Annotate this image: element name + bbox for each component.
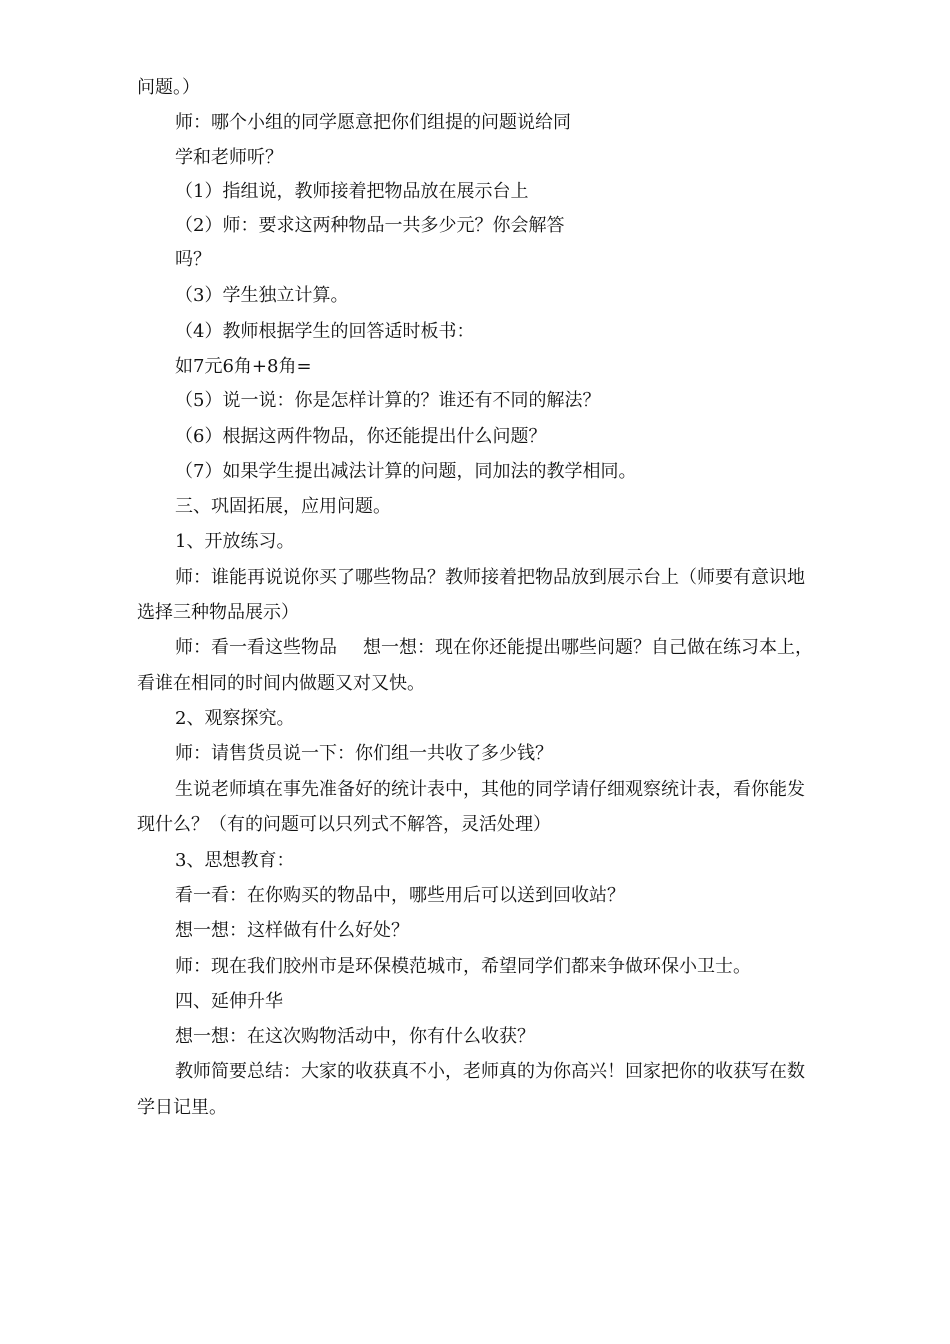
text-segment: 想一想：现在你还能提出哪些问题？自己做在练习本上， [363, 637, 813, 658]
text-line: （3）学生独立计算。 [175, 285, 349, 306]
text-line: （4）教师根据学生的回答适时板书： [175, 321, 475, 342]
text-line: 想一想：这样做有什么好处？ [175, 920, 409, 941]
text-line: 问题。） [137, 77, 200, 98]
text-line: 学和老师听？ [175, 147, 283, 168]
text-line: 教师简要总结：大家的收获真不小，老师真的为你高兴！回家把你的收获写在数 [175, 1061, 805, 1082]
section-heading: 三、巩固拓展，应用问题。 [175, 496, 391, 517]
text-line: 看谁在相同的时间内做题又对又快。 [137, 673, 425, 694]
text-line: 师：哪个小组的同学愿意把你们组提的问题说给同 [175, 112, 571, 133]
text-line [175, 636, 813, 660]
text-line: 如7元6角+8角= [175, 356, 312, 377]
text-line: 师：请售货员说一下：你们组一共收了多少钱？ [175, 743, 553, 764]
subsection-heading: 3、思想教育： [175, 850, 295, 871]
text-line: 师：现在我们胶州市是环保模范城市，希望同学们都来争做环保小卫士。 [175, 956, 751, 977]
text-line: （5）说一说：你是怎样计算的？谁还有不同的解法？ [175, 390, 601, 411]
text-line: 师：谁能再说说你买了哪些物品？教师接着把物品放到展示台上（师要有意识地 [175, 567, 805, 588]
text-line: 学日记里。 [137, 1097, 227, 1118]
subsection-heading: 2、观察探究。 [175, 708, 295, 729]
section-heading: 四、延伸升华 [175, 991, 283, 1012]
text-line: （7）如果学生提出减法计算的问题，同加法的教学相同。 [175, 461, 637, 482]
text-segment: 师：看一看这些物品 [175, 637, 337, 658]
text-line: 生说老师填在事先准备好的统计表中，其他的同学请仔细观察统计表，看你能发 [175, 779, 805, 800]
text-line: 看一看：在你购买的物品中，哪些用后可以送到回收站？ [175, 885, 625, 906]
text-line: 选择三种物品展示） [137, 602, 299, 623]
text-line: 吗？ [175, 249, 211, 270]
text-line: （2）师：要求这两种物品一共多少元？你会解答 [175, 215, 565, 236]
text-line: 现什么？（有的问题可以只列式不解答，灵活处理） [137, 814, 551, 835]
text-line: （6）根据这两件物品，你还能提出什么问题？ [175, 426, 547, 447]
text-line: 想一想：在这次购物活动中，你有什么收获？ [175, 1026, 535, 1047]
subsection-heading: 1、开放练习。 [175, 531, 295, 552]
text-line: （1）指组说，教师接着把物品放在展示台上 [175, 181, 529, 202]
